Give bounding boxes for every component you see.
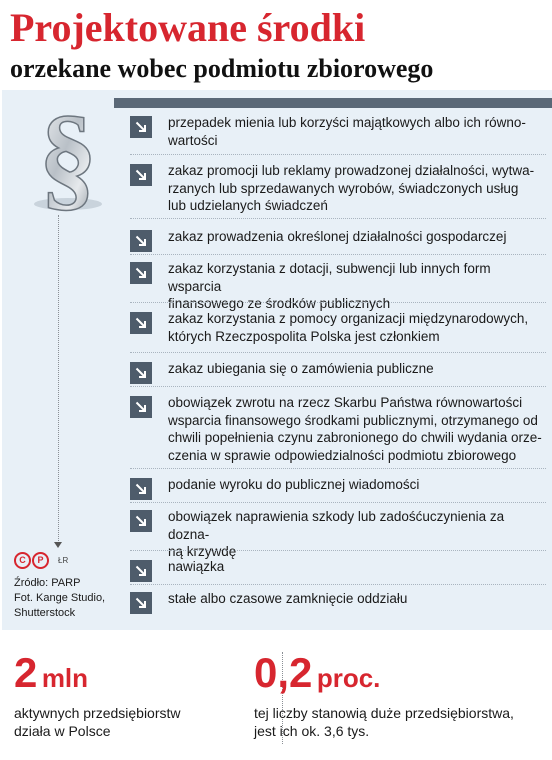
stat-value: 0,2 proc.	[254, 649, 381, 696]
arrow-down-right-icon	[130, 478, 152, 500]
list-item	[130, 162, 546, 215]
item-text: obowiązek naprawienia szkody lub zadośćuczynienia za dozna- ną krzywdę	[168, 509, 505, 559]
item-text: zakaz promocji lub reklamy prowadzonej działalności, wytwa- rzanych lub sprzedawanych wyrobów, świadczonych usług lub udzielanych świadczeń	[168, 163, 535, 213]
item-text: zakaz korzystania z pomocy organizacji międzynarodowych, których Rzeczpospolita Polska jest członkiem	[168, 311, 529, 344]
copyright-icon: C	[14, 552, 31, 569]
list-item	[130, 360, 546, 384]
guide-arrow-icon	[54, 542, 62, 548]
list-item	[130, 114, 546, 149]
stat-description: aktywnych przedsiębiorstw działa w Polsce	[14, 705, 181, 739]
item-text: stałe albo czasowe zamknięcie oddziału	[168, 591, 408, 606]
list-item	[130, 508, 546, 561]
arrow-down-right-icon	[130, 230, 152, 252]
arrow-down-right-icon	[130, 164, 152, 186]
item-separator	[130, 584, 546, 585]
item-separator	[130, 550, 546, 551]
arrow-down-right-icon	[130, 262, 152, 284]
photo-credit-line: Fot. Kange Studio,	[14, 592, 106, 604]
item-separator	[130, 502, 546, 503]
header-bar	[114, 98, 552, 108]
item-separator	[130, 468, 546, 469]
arrow-down-right-icon	[130, 116, 152, 138]
list-item	[130, 394, 546, 464]
svg-text:§: §	[38, 92, 98, 212]
paragraph-section-icon	[22, 92, 114, 212]
arrow-down-right-icon	[130, 592, 152, 614]
source-text: Źródło: PARP	[14, 577, 81, 589]
list-item	[130, 476, 546, 500]
list-item	[130, 228, 546, 252]
arrow-down-right-icon	[130, 510, 152, 532]
photo-credit-line: Shutterstock	[14, 607, 76, 619]
item-text: nawiązka	[168, 559, 225, 574]
item-separator	[130, 254, 546, 255]
item-separator	[130, 386, 546, 387]
arrow-down-right-icon	[130, 396, 152, 418]
item-separator	[130, 154, 546, 155]
publisher-mark-icon: P	[32, 552, 49, 569]
list-item	[130, 310, 546, 345]
list-item	[130, 260, 546, 313]
arrow-down-right-icon	[130, 560, 152, 582]
stat-value: 2 mln	[14, 649, 89, 696]
stat-description: tej liczby stanowią duże przedsiębiorstwa, jest ich ok. 3,6 tys.	[254, 705, 514, 739]
page-subtitle: orzekane wobec podmiotu zbiorowego	[10, 54, 434, 83]
page-title: Projektowane środki	[10, 5, 366, 50]
item-text: podanie wyroku do publicznej wiadomości	[168, 477, 420, 492]
item-separator	[130, 352, 546, 353]
copyright-marks	[14, 552, 68, 569]
arrow-down-right-icon	[130, 362, 152, 384]
arrow-down-right-icon	[130, 312, 152, 334]
list-item	[130, 590, 546, 614]
item-text: obowiązek zwrotu na rzecz Skarbu Państwa równowartości wsparcia finansowego środkami publicznymi, otrzymanego od chwili popełnienia czynu zabronionego do chwili wydania orze- czenia w sprawie odpowiedzialności podmiotu zbiorowego	[168, 395, 542, 463]
source-credits	[14, 576, 132, 621]
list-item	[130, 558, 546, 582]
item-text: przepadek mienia lub korzyści majątkowych albo ich równo- wartości	[168, 115, 526, 148]
item-text: zakaz ubiegania się o zamówienia publiczne	[168, 361, 434, 376]
dotted-guide-line	[58, 215, 59, 545]
item-text: zakaz prowadzenia określonej działalności gospodarczej	[168, 229, 507, 244]
item-separator	[130, 218, 546, 219]
item-separator	[130, 302, 546, 303]
item-text: zakaz korzystania z dotacji, subwencji lub innych form wsparcia finansowego ze środków publicznych	[168, 261, 491, 311]
author-initials: ŁR	[58, 556, 69, 565]
